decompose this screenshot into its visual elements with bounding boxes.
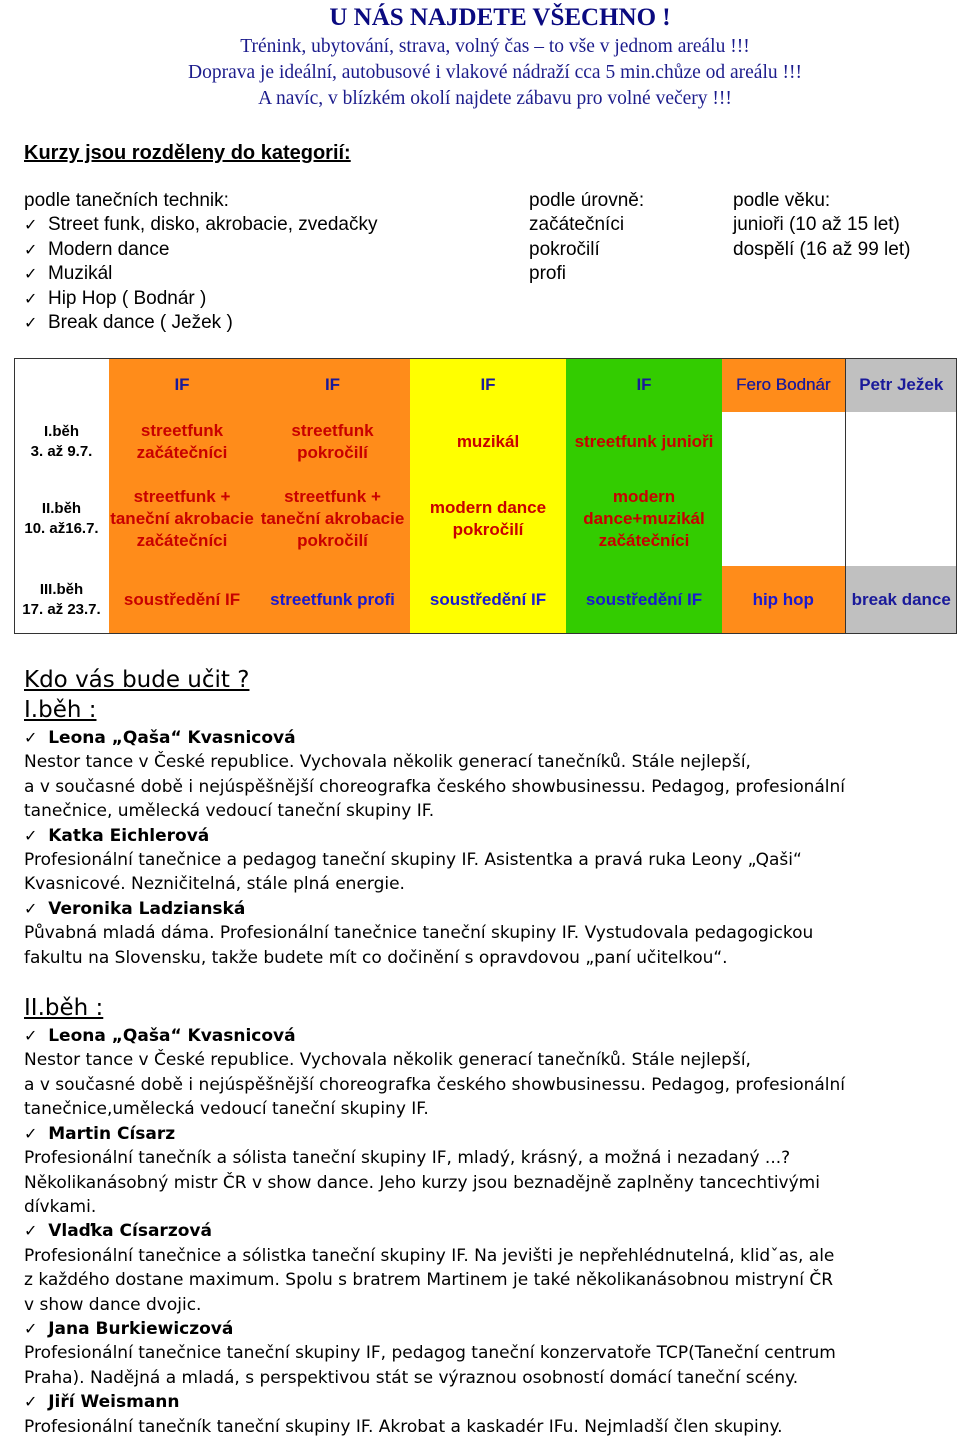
teacher-name: Veronika Ladzianská [48,898,246,919]
teacher-bio-line: Profesionální tanečník a sólista taneční skupiny IF, mladý, krásný, a možná i nezadaný ...? [24,1148,791,1169]
teacher-bio-line: Profesionální tanečnice a sólistka taneční skupiny IF. Na jevišti je nepřehlédnutelná, klidˇas, ale [24,1245,835,1266]
teacher-name: Leona „Qaša“ Kvasnicová [48,728,296,748]
teacher-bio-line: z každého dostane maximum. Spolu s bratrem Martinem je také několikanásobnou mistryní ČR [24,1270,834,1291]
course-cell: soustředění IF [566,566,722,634]
technique-item: ✓ Modern dance [24,239,170,260]
period-cell: III.běh 17. až 23.7. [22,581,101,618]
teacher-bio-line: tanečnice,umělecká vedoucí taneční skupiny IF. [24,1099,429,1120]
teacher-entry [24,1122,936,1220]
teacher-bio-line: Kvasnicové. Nezničitelná, stále plná energie. [24,874,405,895]
teacher-entry [24,897,936,970]
course-cell: break dance [845,566,957,634]
technique-item: ✓ Hip Hop ( Bodnár ) [24,288,207,309]
intro-line-2: Doprava je ideální, autobusové i vlakové nádraží cca 5 min.chůze od areálu !!! [188,62,802,83]
course-cell: streetfunk profi [255,566,410,634]
header-cell-bodnar: Fero Bodnár [722,358,845,412]
check-icon: ✓ [24,728,38,747]
schedule-table [14,358,957,634]
teacher-name: Jana Burkiewiczová [48,1318,234,1339]
course-cell: streetfunk pokročilí [255,412,410,472]
header-cell-if: IF [566,358,722,412]
check-icon: ✓ [24,1026,38,1046]
technique-item: ✓ Street funk, disko, akrobacie, zvedačky [24,214,378,235]
teachers-section [24,666,936,1439]
level-item: profi [529,263,566,284]
check-icon: ✓ [24,289,38,308]
teacher-bio-line: Nestor tance v České republice. Vychovala několik generací tanečníků. Stále nejlepší, [24,1050,751,1071]
schedule-header-row [14,358,957,412]
check-icon: ✓ [24,1123,38,1143]
check-icon: ✓ [24,1318,38,1338]
course-cell: soustředění IF [410,566,566,634]
page-title: U NÁS NAJDETE VŠECHNO ! [329,4,671,31]
course-cell: modern dance+muzikál začátečníci [566,472,722,566]
period-cell: II.běh 10. až16.7. [24,500,99,537]
check-icon: ✓ [24,313,38,332]
schedule-row [14,412,957,472]
header-cell-if: IF [255,358,410,412]
intro-line-3: A navíc, v blízkém okolí najdete zábavu pro volné večery !!! [258,88,732,109]
course-cell [845,412,957,472]
teacher-bio-line: dívkami. [24,1196,97,1217]
teacher-bio-line: Půvabná mladá dáma. Profesionální tanečnice taneční skupiny IF. Vystudovala pedagogickou [24,923,814,944]
teacher-bio-line: Profesionální tanečník taneční skupiny IF. Akrobat a kaskadér IFu. Nejmladší člen skupiny. [24,1416,783,1437]
teacher-bio-line: fakultu na Slovensku, takže budete mít co dočinění s opravdovou „paní učitelkou“. [24,947,728,968]
check-icon: ✓ [24,215,38,234]
teacher-entry [24,726,936,824]
teacher-bio-line: a v současné době i nejúspěšnější choreografka českého showbusinessu. Pedagog, profesionální [24,1074,846,1095]
teacher-bio-line: v show dance dvojic. [24,1294,202,1315]
schedule-row [14,472,957,566]
header-cell-jezek: Petr Ježek [845,358,957,412]
course-cell: muzikál [410,412,566,472]
level-item: začátečníci [529,214,625,235]
course-cell: streetfunk začátečníci [109,412,255,472]
teacher-bio-line: Profesionální tanečnice a pedagog taneční skupiny IF. Asistentka a pravá ruka Leony „Qaši“ [24,850,802,871]
teacher-name: Jiří Weismann [48,1392,180,1413]
teacher-bio-line: Nestor tance v České republice. Vychovala několik generací tanečníků. Stále nejlepší, [24,752,751,773]
course-cell [722,412,845,472]
teacher-bio-line: Profesionální tanečnice taneční skupiny IF, pedagog taneční konzervatoře TCP(Taneční centrum [24,1343,836,1364]
teacher-bio-line: Praha). Nadějná a mladá, s perspektivou stát se výraznou osobností domácí taneční scény. [24,1367,799,1388]
teacher-name: Katka Eichlerová [48,825,210,846]
course-cell: streetfunk + taneční akrobacie začátečníci [109,472,255,566]
levels-heading: podle úrovně: [529,190,645,211]
level-item: pokročilí [529,239,600,260]
course-cell [722,472,845,566]
teacher-bio-line: tanečnice, umělecká vedoucí taneční skupiny IF. [24,801,435,822]
teacher-name: Leona „Qaša“ Kvasnicová [48,1026,296,1047]
check-icon: ✓ [24,1221,38,1241]
technique-item: ✓ Break dance ( Ježek ) [24,312,233,333]
run2-label: II.běh : [24,995,104,1022]
check-icon: ✓ [24,240,38,259]
course-cell: streetfunk junioři [566,412,722,472]
technique-item: ✓ Muzikál [24,263,113,284]
teacher-bio-line: Několikanásobný mistr ČR v show dance. Jeho kurzy jsou beznadějně zaplněny tancechtivými [24,1172,820,1193]
categories-heading: Kurzy jsou rozděleny do kategorií: [24,142,351,164]
teacher-entry [24,1024,936,1122]
schedule-corner-cell [14,358,109,412]
teacher-bio-line: a v současné době i nejúspěšnější choreografka českého showbusinessu. Pedagog, profesionální [24,776,846,797]
check-icon: ✓ [24,264,38,283]
course-cell: streetfunk + taneční akrobacie pokročilí [255,472,410,566]
age-item: dospělí (16 až 99 let) [733,239,911,260]
course-cell: soustředění IF [109,566,255,634]
header-cell-if: IF [410,358,566,412]
teacher-name: Vlaďka Císarzová [48,1221,212,1242]
age-item: junioři (10 až 15 let) [733,214,900,235]
techniques-heading: podle tanečních technik: [24,190,229,211]
check-icon: ✓ [24,825,38,845]
course-cell: hip hop [722,566,845,634]
check-icon: ✓ [24,898,38,918]
ages-heading: podle věku: [733,190,831,211]
intro-line-1: Trénink, ubytování, strava, volný čas – to vše v jednom areálu !!! [240,36,750,57]
teacher-entry [24,1219,936,1317]
period-cell: I.běh 3. až 9.7. [30,423,93,460]
check-icon: ✓ [24,1392,38,1412]
run1-label: I.běh : [24,697,97,723]
course-cell: modern dance pokročilí [410,472,566,566]
course-cell [845,472,957,566]
teacher-entry [24,1317,936,1390]
header-cell-if: IF [109,358,255,412]
teacher-name: Martin Císarz [48,1123,176,1144]
teacher-entry [24,1390,936,1439]
teacher-entry [24,824,936,897]
teachers-question: Kdo vás bude učit ? [24,667,250,693]
schedule-row [14,566,957,634]
